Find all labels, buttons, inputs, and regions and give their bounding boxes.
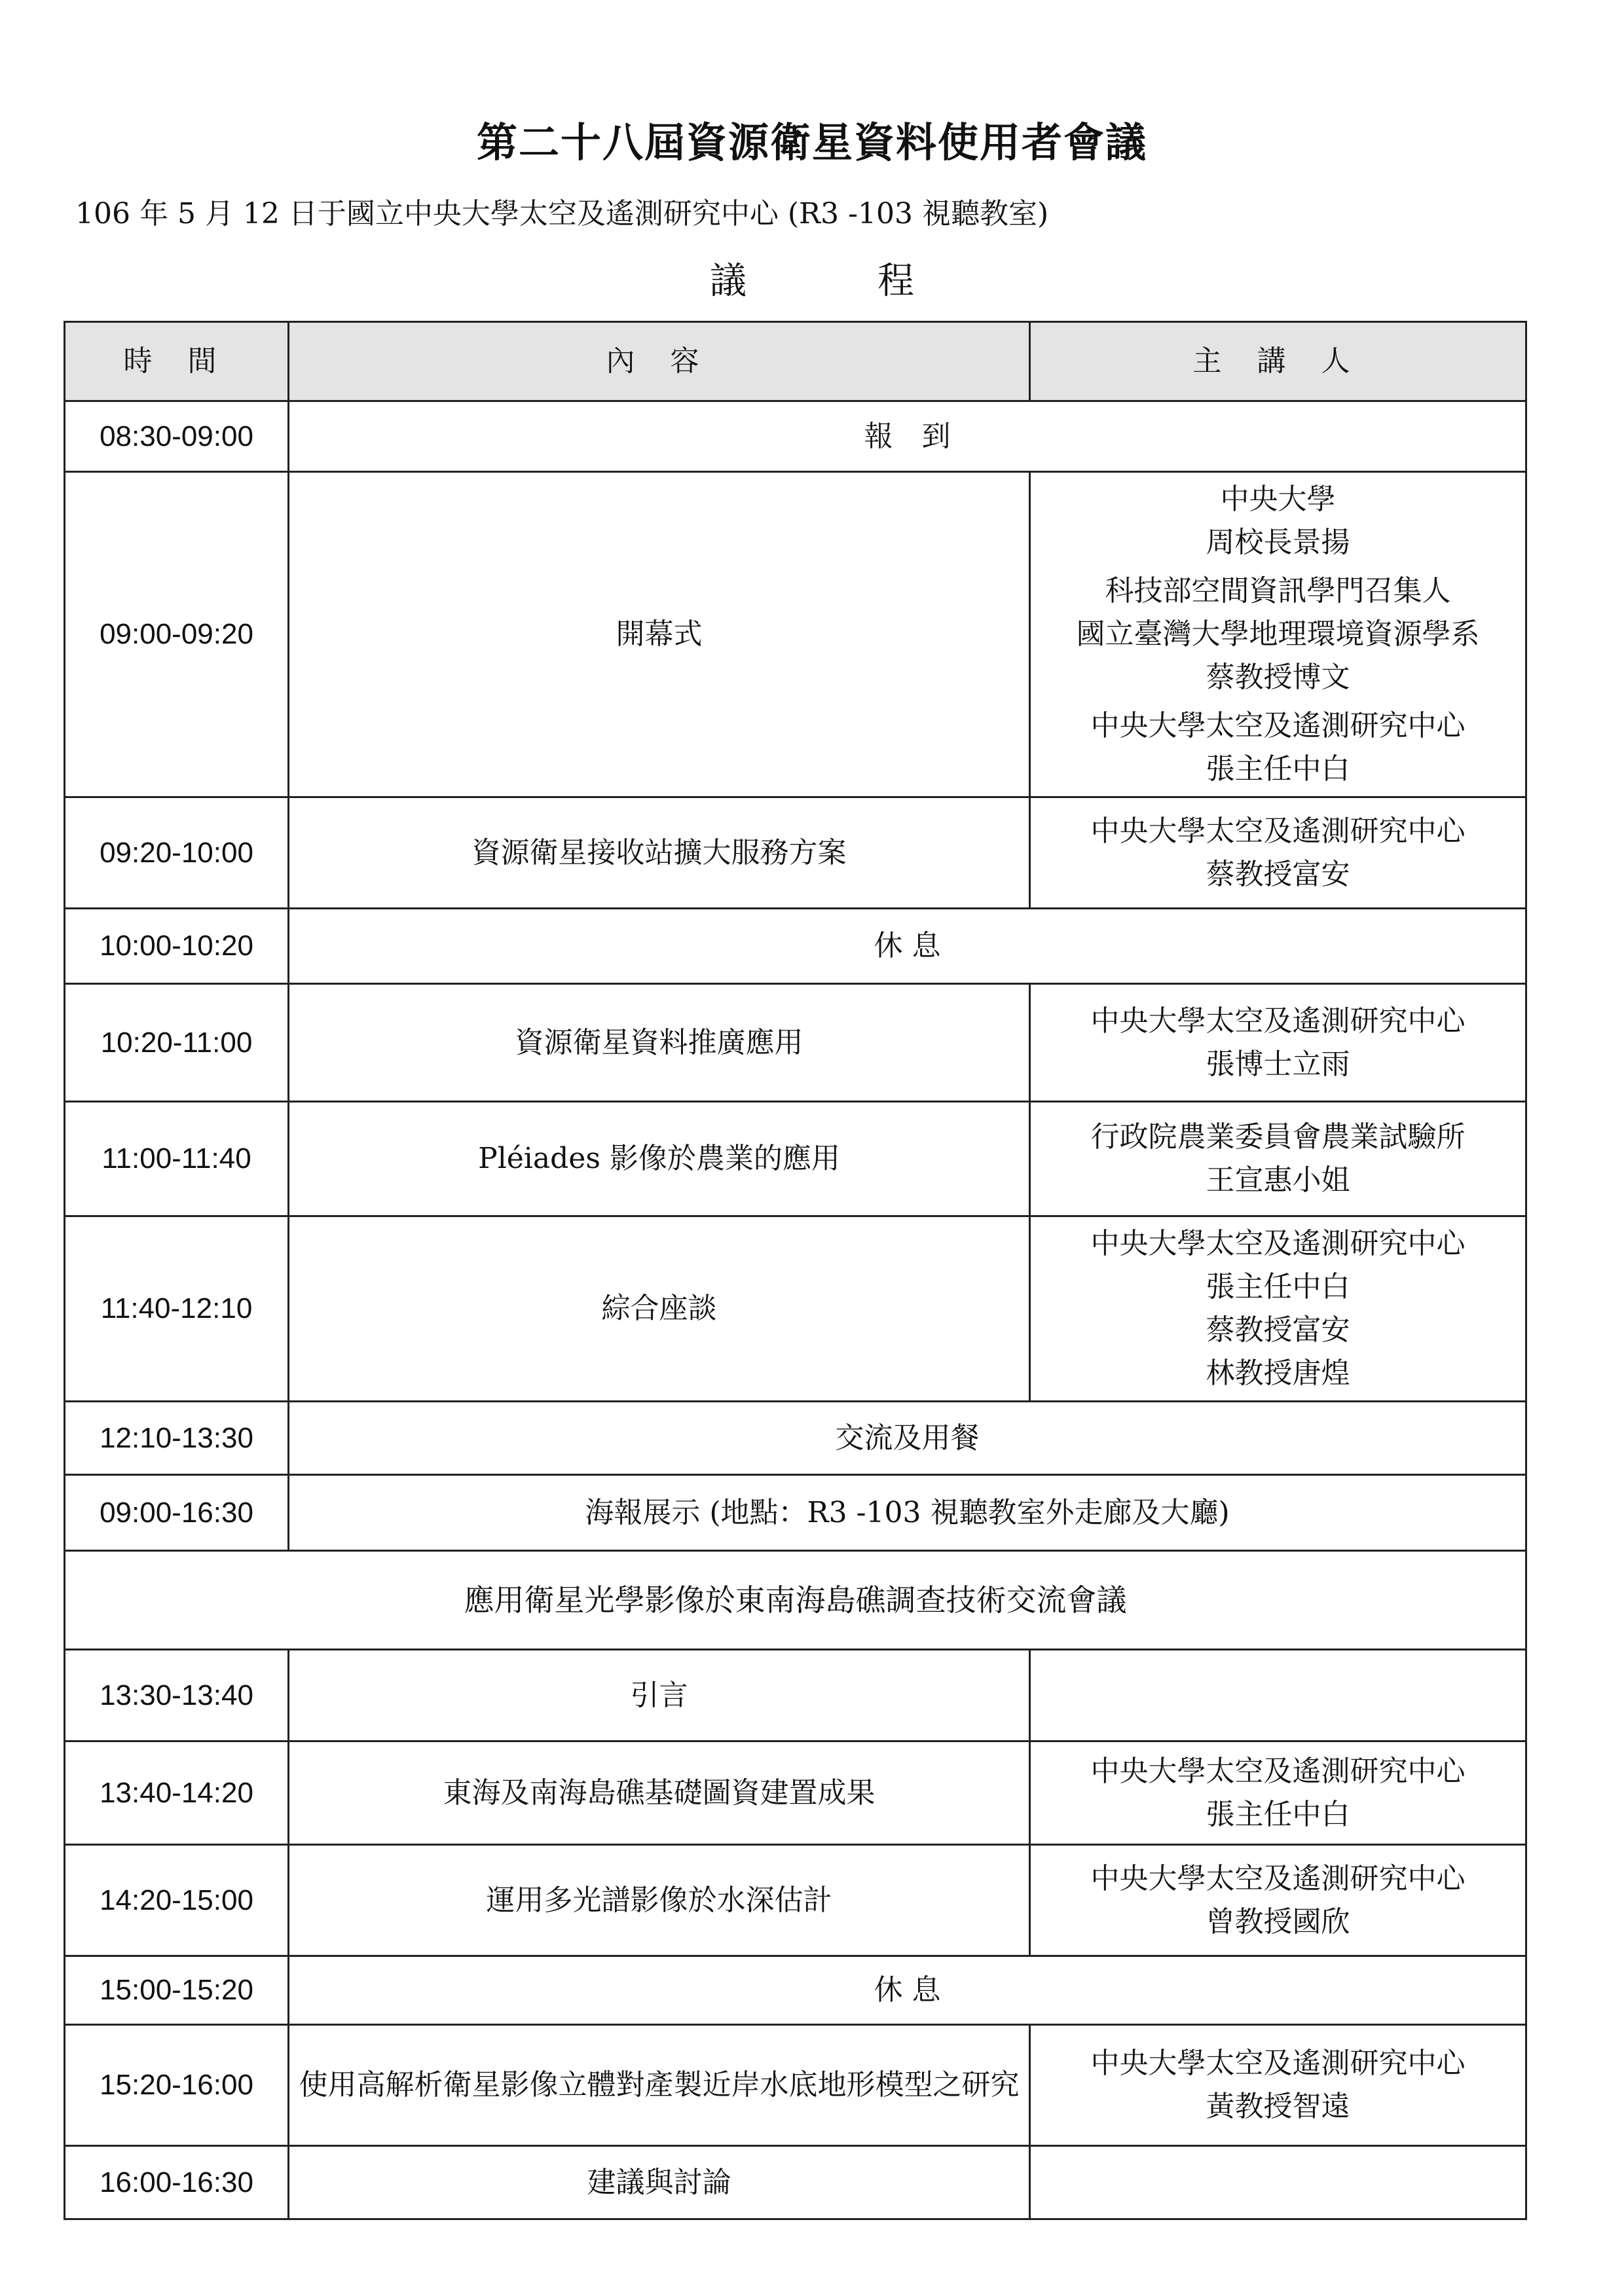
- speaker-line: 科技部空間資訊學門召集人: [1105, 574, 1451, 608]
- table-header-row: [65, 322, 1526, 401]
- column-header-content: 內 容: [289, 322, 1030, 401]
- table-row: [65, 472, 1526, 797]
- speaker-line: 中央大學: [1220, 483, 1336, 516]
- speaker-cell: [1030, 1650, 1526, 1741]
- speaker-cell: [1030, 1741, 1526, 1845]
- section-title: 應用衛星光學影像於東南海島礁調查技術交流會議: [65, 1551, 1526, 1650]
- speaker-line: 張主任中白: [1206, 1797, 1350, 1831]
- speaker-group: [1037, 2042, 1519, 2128]
- speaker-group: [1037, 1000, 1519, 1086]
- table-row: [65, 797, 1526, 909]
- speaker-line: 中央大學太空及遙測研究中心: [1090, 814, 1466, 848]
- table-row: [65, 1956, 1526, 2025]
- table-row: [65, 1741, 1526, 1845]
- content-cell: 綜合座談: [289, 1216, 1030, 1402]
- content-cell: 使用高解析衛星影像立體對產製近岸水底地形模型之研究: [289, 2025, 1030, 2146]
- speaker-line: 中央大學太空及遙測研究中心: [1090, 1754, 1466, 1788]
- time-cell: 14:20-15:00: [65, 1845, 289, 1956]
- content-cell: 建議與討論: [289, 2146, 1030, 2219]
- agenda-body: [65, 401, 1526, 2219]
- time-cell: 08:30-09:00: [65, 401, 289, 472]
- speaker-line: 中央大學太空及遙測研究中心: [1090, 1004, 1466, 1038]
- table-row: [65, 1402, 1526, 1475]
- document-subtitle: 106 年 5 月 12 日于國立中央大學太空及遙測研究中心 (R3 -103 視聽教室): [75, 197, 1049, 230]
- table-row: [65, 909, 1526, 984]
- agenda-table: [64, 321, 1527, 2220]
- speaker-cell: [1030, 2025, 1526, 2146]
- time-cell: 10:20-11:00: [65, 984, 289, 1102]
- content-cell: 交流及用餐: [289, 1402, 1526, 1475]
- speaker-line: 曾教授國欣: [1206, 1904, 1350, 1939]
- time-cell: 09:20-10:00: [65, 797, 289, 909]
- speaker-cell: [1030, 984, 1526, 1102]
- speaker-line: 周校長景揚: [1206, 526, 1350, 559]
- speaker-line: 中央大學太空及遙測研究中心: [1090, 1861, 1466, 1895]
- speaker-cell: [1030, 2146, 1526, 2219]
- speaker-line: 蔡教授富安: [1206, 857, 1350, 891]
- time-cell: 13:40-14:20: [65, 1741, 289, 1845]
- content-cell: 報 到: [289, 401, 1526, 472]
- speaker-line: 黃教授智遠: [1206, 2090, 1350, 2123]
- content-cell: 開幕式: [289, 472, 1030, 797]
- speaker-cell: [1030, 1102, 1526, 1216]
- speaker-line: 蔡教授博文: [1206, 661, 1350, 694]
- content-cell: 海報展示 (地點：R3 -103 視聽教室外走廊及大廳): [289, 1475, 1526, 1551]
- table-row: [65, 1216, 1526, 1402]
- time-cell: 10:00-10:20: [65, 909, 289, 984]
- content-cell: 東海及南海島礁基礎圖資建置成果: [289, 1741, 1030, 1845]
- speaker-group: [1037, 1857, 1519, 1944]
- speaker-group: [1037, 810, 1519, 896]
- time-cell: 11:00-11:40: [65, 1102, 289, 1216]
- speaker-line: 王宣惠小姐: [1206, 1163, 1350, 1197]
- content-cell: 資源衛星接收站擴大服務方案: [289, 797, 1030, 909]
- content-cell: 休 息: [289, 1956, 1526, 2025]
- speaker-group: [1037, 478, 1519, 564]
- agenda-heading: 議程: [710, 260, 1045, 302]
- time-cell: 09:00-09:20: [65, 472, 289, 797]
- speaker-group: [1037, 704, 1519, 791]
- speaker-group: [1037, 1222, 1519, 1395]
- speaker-line: 張主任中白: [1206, 752, 1350, 786]
- speaker-cell: [1030, 797, 1526, 909]
- speaker-line: 中央大學太空及遙測研究中心: [1090, 1227, 1466, 1260]
- table-row: [65, 1475, 1526, 1551]
- time-cell: 12:10-13:30: [65, 1402, 289, 1475]
- table-row: [65, 1650, 1526, 1741]
- table-row: [65, 401, 1526, 472]
- time-cell: 15:20-16:00: [65, 2025, 289, 2146]
- speaker-line: 張博士立雨: [1206, 1047, 1350, 1081]
- table-row: [65, 2146, 1526, 2219]
- table-row: [65, 984, 1526, 1102]
- time-cell: 16:00-16:30: [65, 2146, 289, 2219]
- time-cell: 11:40-12:10: [65, 1216, 289, 1402]
- table-row: [65, 1845, 1526, 1956]
- speaker-line: 中央大學太空及遙測研究中心: [1090, 709, 1466, 742]
- speaker-cell: [1030, 472, 1526, 797]
- column-header-speaker: 主 講 人: [1030, 322, 1526, 401]
- speaker-line: 國立臺灣大學地理環境資源學系: [1076, 617, 1480, 651]
- speaker-line: 林教授唐煌: [1206, 1357, 1350, 1390]
- content-cell: 引言: [289, 1650, 1030, 1741]
- speaker-cell: [1030, 1216, 1526, 1402]
- content-cell: 休 息: [289, 909, 1526, 984]
- speaker-line: 蔡教授富安: [1206, 1313, 1350, 1347]
- table-row: [65, 1102, 1526, 1216]
- speaker-group: [1037, 570, 1519, 699]
- time-cell: 09:00-16:30: [65, 1475, 289, 1551]
- content-cell: Pléiades 影像於農業的應用: [289, 1102, 1030, 1216]
- content-cell: 運用多光譜影像於水深估計: [289, 1845, 1030, 1956]
- speaker-line: 中央大學太空及遙測研究中心: [1090, 2047, 1466, 2080]
- section-row: [65, 1551, 1526, 1650]
- table-row: [65, 2025, 1526, 2146]
- document-title: 第二十八屆資源衛星資料使用者會議: [476, 118, 1147, 166]
- time-cell: 13:30-13:40: [65, 1650, 289, 1741]
- speaker-group: [1037, 1750, 1519, 1836]
- content-cell: 資源衛星資料推廣應用: [289, 984, 1030, 1102]
- speaker-line: 行政院農業委員會農業試驗所: [1090, 1120, 1466, 1154]
- time-cell: 15:00-15:20: [65, 1956, 289, 2025]
- column-header-time: 時 間: [65, 322, 289, 401]
- speaker-line: 張主任中白: [1206, 1270, 1350, 1303]
- speaker-group: [1037, 1116, 1519, 1202]
- speaker-cell: [1030, 1845, 1526, 1956]
